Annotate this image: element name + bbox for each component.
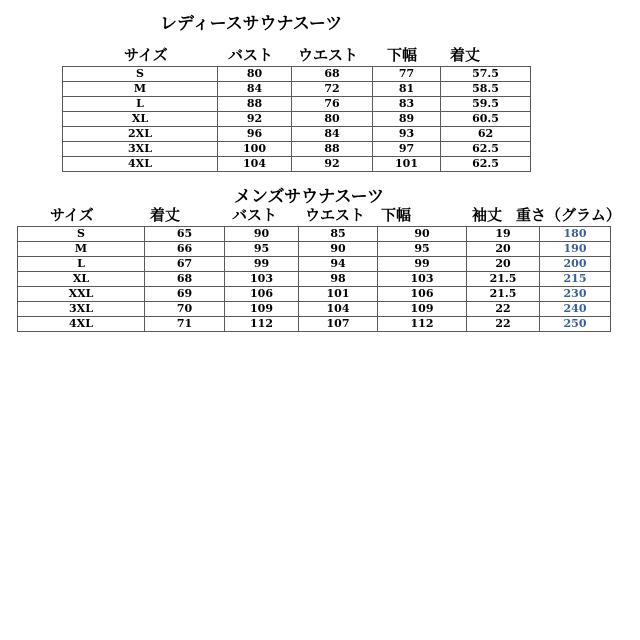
mens-table-cell: 112 <box>378 317 467 332</box>
ladies-table-row <box>63 157 531 172</box>
ladies-header-size: サイズ <box>124 46 168 64</box>
mens-table-cell: 21.5 <box>467 272 540 287</box>
ladies-table-cell: 57.5 <box>441 67 531 82</box>
ladies-table-cell: 100 <box>218 142 292 157</box>
mens-table-cell: 90 <box>225 227 299 242</box>
ladies-table-cell: 72 <box>292 82 373 97</box>
ladies-table-cell: 88 <box>218 97 292 112</box>
mens-table-row <box>18 227 611 242</box>
mens-table-cell: 106 <box>225 287 299 302</box>
mens-table-cell: 104 <box>299 302 378 317</box>
ladies-table-cell: 84 <box>218 82 292 97</box>
ladies-table-cell: 83 <box>373 97 441 112</box>
mens-table-cell: 103 <box>225 272 299 287</box>
mens-table-cell: 90 <box>299 242 378 257</box>
ladies-table-cell: 92 <box>218 112 292 127</box>
mens-table-cell: 99 <box>225 257 299 272</box>
mens-table-row <box>18 287 611 302</box>
ladies-table-cell: 84 <box>292 127 373 142</box>
mens-table-cell: 68 <box>145 272 225 287</box>
mens-table-cell: XXL <box>18 287 145 302</box>
mens-table-cell: 240 <box>540 302 611 317</box>
ladies-table-cell: 58.5 <box>441 82 531 97</box>
mens-table-cell: 98 <box>299 272 378 287</box>
mens-table-cell: 95 <box>378 242 467 257</box>
mens-size-table <box>17 226 611 332</box>
mens-table-cell: L <box>18 257 145 272</box>
mens-table-cell: 101 <box>299 287 378 302</box>
ladies-table-cell: XL <box>63 112 218 127</box>
mens-table-cell: 4XL <box>18 317 145 332</box>
ladies-table-cell: 88 <box>292 142 373 157</box>
ladies-title: レディースサウナスーツ <box>160 14 343 34</box>
mens-table-cell: 230 <box>540 287 611 302</box>
mens-table-cell: 90 <box>378 227 467 242</box>
mens-table-row <box>18 257 611 272</box>
mens-table-row <box>18 302 611 317</box>
mens-table-row <box>18 242 611 257</box>
mens-table-cell: 21.5 <box>467 287 540 302</box>
ladies-table-row <box>63 112 531 127</box>
mens-table-cell: 66 <box>145 242 225 257</box>
mens-header-size: サイズ <box>50 206 94 224</box>
ladies-table-cell: 68 <box>292 67 373 82</box>
ladies-table-cell: 76 <box>292 97 373 112</box>
ladies-table-cell: 59.5 <box>441 97 531 112</box>
mens-title: メンズサウナスーツ <box>234 187 384 207</box>
mens-table-cell: 95 <box>225 242 299 257</box>
mens-header-weight: 重さ（グラム） <box>516 206 621 224</box>
ladies-table-cell: 4XL <box>63 157 218 172</box>
ladies-table-cell: 60.5 <box>441 112 531 127</box>
mens-table-cell: 200 <box>540 257 611 272</box>
ladies-table-cell: 77 <box>373 67 441 82</box>
mens-header-hem: 下幅 <box>381 206 412 224</box>
ladies-table-cell: 101 <box>373 157 441 172</box>
mens-header-sleeve: 袖丈 <box>472 206 503 224</box>
ladies-table-row <box>63 142 531 157</box>
mens-table-cell: 22 <box>467 302 540 317</box>
ladies-table-cell: 2XL <box>63 127 218 142</box>
mens-table-cell: 109 <box>225 302 299 317</box>
mens-table-cell: S <box>18 227 145 242</box>
mens-table-cell: 65 <box>145 227 225 242</box>
mens-table-cell: 215 <box>540 272 611 287</box>
ladies-table-cell: 97 <box>373 142 441 157</box>
ladies-table-cell: 80 <box>218 67 292 82</box>
ladies-table-cell: 80 <box>292 112 373 127</box>
ladies-table-cell: 62.5 <box>441 157 531 172</box>
ladies-header-bust: バスト <box>228 46 274 64</box>
mens-table-cell: 3XL <box>18 302 145 317</box>
mens-table-cell: 112 <box>225 317 299 332</box>
mens-table-cell: 85 <box>299 227 378 242</box>
mens-header-length: 着丈 <box>150 206 181 224</box>
ladies-table-cell: 89 <box>373 112 441 127</box>
ladies-header-hem: 下幅 <box>387 46 418 64</box>
ladies-table-row <box>63 82 531 97</box>
ladies-table-cell: 62 <box>441 127 531 142</box>
mens-table-cell: 94 <box>299 257 378 272</box>
ladies-table-cell: 96 <box>218 127 292 142</box>
mens-table-cell: 106 <box>378 287 467 302</box>
mens-table-cell: 250 <box>540 317 611 332</box>
mens-table-cell: 71 <box>145 317 225 332</box>
mens-table-cell: 107 <box>299 317 378 332</box>
ladies-header-length: 着丈 <box>450 46 481 64</box>
ladies-table-cell: S <box>63 67 218 82</box>
mens-table-cell: 20 <box>467 257 540 272</box>
ladies-table-cell: 104 <box>218 157 292 172</box>
mens-table-cell: 190 <box>540 242 611 257</box>
ladies-table-row <box>63 127 531 142</box>
ladies-size-table <box>62 66 531 172</box>
ladies-table-cell: M <box>63 82 218 97</box>
mens-table-cell: 20 <box>467 242 540 257</box>
ladies-table-cell: 3XL <box>63 142 218 157</box>
mens-table-cell: 69 <box>145 287 225 302</box>
mens-table-cell: 67 <box>145 257 225 272</box>
mens-header-waist: ウエスト <box>305 206 366 224</box>
mens-table-cell: 19 <box>467 227 540 242</box>
mens-table-cell: 109 <box>378 302 467 317</box>
mens-table-row <box>18 272 611 287</box>
mens-table-cell: 99 <box>378 257 467 272</box>
mens-table-cell: M <box>18 242 145 257</box>
mens-table-cell: 22 <box>467 317 540 332</box>
ladies-table-row <box>63 97 531 112</box>
ladies-table-cell: 81 <box>373 82 441 97</box>
mens-table-cell: 70 <box>145 302 225 317</box>
ladies-table-cell: 92 <box>292 157 373 172</box>
ladies-table-cell: L <box>63 97 218 112</box>
ladies-header-waist: ウエスト <box>298 46 359 64</box>
ladies-table-cell: 62.5 <box>441 142 531 157</box>
mens-table-row <box>18 317 611 332</box>
mens-header-bust: バスト <box>232 206 278 224</box>
mens-table-cell: 103 <box>378 272 467 287</box>
ladies-table-row <box>63 67 531 82</box>
ladies-table-cell: 93 <box>373 127 441 142</box>
mens-table-cell: XL <box>18 272 145 287</box>
mens-table-cell: 180 <box>540 227 611 242</box>
